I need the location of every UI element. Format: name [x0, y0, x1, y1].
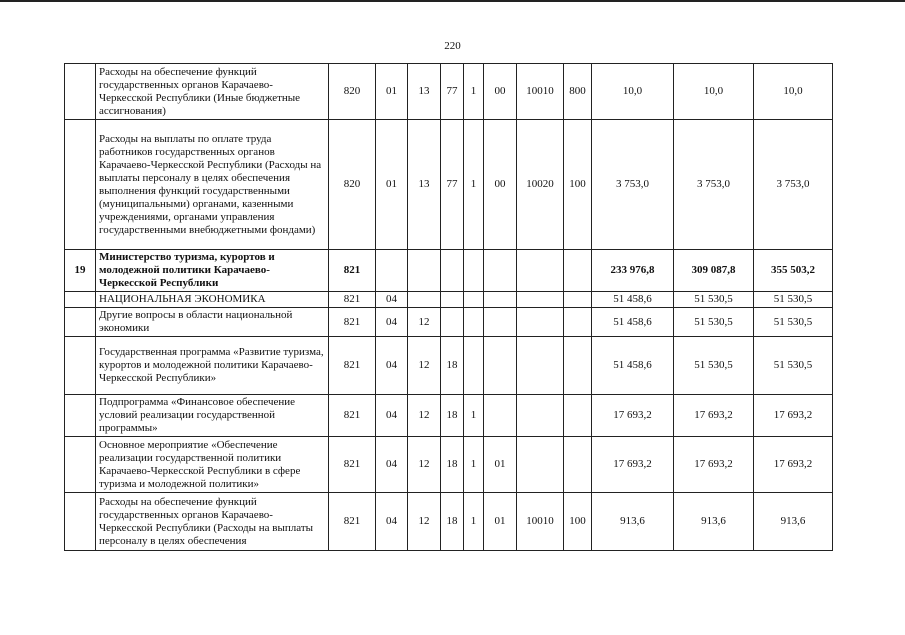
amount-year1-cell: 10,0	[592, 64, 674, 120]
item-name-cell: Министерство туризма, курортов и молодежной политики Карачаево-Черкесской Республики	[96, 250, 329, 292]
table-row	[65, 292, 833, 308]
activity-code-cell	[484, 395, 517, 437]
amount-year3-cell: 3 753,0	[754, 120, 833, 250]
item-name-cell: НАЦИОНАЛЬНАЯ ЭКОНОМИКА	[96, 292, 329, 308]
subprogram-code-cell: 1	[464, 437, 484, 493]
expense-type-code-cell	[564, 292, 592, 308]
activity-code-cell: 01	[484, 437, 517, 493]
subsection-code-cell: 13	[408, 120, 441, 250]
amount-year1-cell: 51 458,6	[592, 337, 674, 395]
expense-type-code-cell	[564, 395, 592, 437]
table-row	[65, 64, 833, 120]
expense-type-code-cell: 800	[564, 64, 592, 120]
amount-year3-cell: 51 530,5	[754, 292, 833, 308]
section-code-cell: 04	[376, 493, 408, 551]
activity-code-cell	[484, 308, 517, 337]
amount-year1-cell: 913,6	[592, 493, 674, 551]
row-number-cell	[65, 437, 96, 493]
department-code-cell: 820	[329, 120, 376, 250]
section-code-cell	[376, 250, 408, 292]
budget-table	[64, 63, 833, 551]
department-code-cell: 820	[329, 64, 376, 120]
row-number-cell	[65, 395, 96, 437]
activity-code-cell: 01	[484, 493, 517, 551]
subprogram-code-cell	[464, 292, 484, 308]
table-row	[65, 120, 833, 250]
department-code-cell: 821	[329, 308, 376, 337]
subprogram-code-cell: 1	[464, 120, 484, 250]
department-code-cell: 821	[329, 292, 376, 308]
expense-type-code-cell: 100	[564, 493, 592, 551]
subsection-code-cell: 12	[408, 308, 441, 337]
expense-type-code-cell: 100	[564, 120, 592, 250]
row-number-cell	[65, 337, 96, 395]
amount-year3-cell: 17 693,2	[754, 395, 833, 437]
section-code-cell: 01	[376, 64, 408, 120]
direction-code-cell: 10010	[517, 493, 564, 551]
subprogram-code-cell	[464, 250, 484, 292]
subsection-code-cell: 12	[408, 395, 441, 437]
amount-year2-cell: 51 530,5	[674, 308, 754, 337]
direction-code-cell	[517, 395, 564, 437]
table-body	[65, 64, 833, 551]
direction-code-cell	[517, 437, 564, 493]
direction-code-cell	[517, 337, 564, 395]
amount-year1-cell: 233 976,8	[592, 250, 674, 292]
program-code-cell	[441, 250, 464, 292]
department-code-cell: 821	[329, 437, 376, 493]
scan-top-edge	[0, 0, 905, 2]
amount-year3-cell: 913,6	[754, 493, 833, 551]
program-code-cell: 18	[441, 437, 464, 493]
amount-year2-cell: 17 693,2	[674, 437, 754, 493]
section-code-cell: 04	[376, 308, 408, 337]
section-code-cell: 04	[376, 395, 408, 437]
row-number-cell: 19	[65, 250, 96, 292]
subprogram-code-cell: 1	[464, 493, 484, 551]
table-row	[65, 395, 833, 437]
direction-code-cell	[517, 250, 564, 292]
table-row	[65, 250, 833, 292]
item-name-cell: Основное мероприятие «Обеспечение реализации государственной политики Карачаево-Черкесской Республики в сфере туризма и молодежной политики»	[96, 437, 329, 493]
activity-code-cell	[484, 250, 517, 292]
subsection-code-cell	[408, 292, 441, 308]
subsection-code-cell: 13	[408, 64, 441, 120]
row-number-cell	[65, 493, 96, 551]
page-number: 220	[444, 40, 461, 52]
amount-year2-cell: 51 530,5	[674, 337, 754, 395]
item-name-cell: Расходы на обеспечение функций государственных органов Карачаево-Черкесской Республики (Иные бюджетные ассигнования)	[96, 64, 329, 120]
amount-year3-cell: 17 693,2	[754, 437, 833, 493]
subprogram-code-cell	[464, 308, 484, 337]
subprogram-code-cell	[464, 337, 484, 395]
program-code-cell: 18	[441, 337, 464, 395]
amount-year1-cell: 51 458,6	[592, 292, 674, 308]
activity-code-cell	[484, 292, 517, 308]
direction-code-cell	[517, 292, 564, 308]
program-code-cell: 77	[441, 64, 464, 120]
subprogram-code-cell: 1	[464, 395, 484, 437]
program-code-cell	[441, 308, 464, 337]
row-number-cell	[65, 120, 96, 250]
department-code-cell: 821	[329, 250, 376, 292]
program-code-cell: 18	[441, 493, 464, 551]
amount-year3-cell: 51 530,5	[754, 337, 833, 395]
direction-code-cell	[517, 308, 564, 337]
expense-type-code-cell	[564, 308, 592, 337]
amount-year1-cell: 17 693,2	[592, 395, 674, 437]
table-row	[65, 308, 833, 337]
section-code-cell: 04	[376, 337, 408, 395]
amount-year3-cell: 355 503,2	[754, 250, 833, 292]
section-code-cell: 04	[376, 437, 408, 493]
section-code-cell: 01	[376, 120, 408, 250]
activity-code-cell: 00	[484, 120, 517, 250]
amount-year2-cell: 913,6	[674, 493, 754, 551]
amount-year1-cell: 3 753,0	[592, 120, 674, 250]
amount-year2-cell: 51 530,5	[674, 292, 754, 308]
department-code-cell: 821	[329, 395, 376, 437]
program-code-cell: 77	[441, 120, 464, 250]
amount-year1-cell: 17 693,2	[592, 437, 674, 493]
activity-code-cell	[484, 337, 517, 395]
subsection-code-cell: 12	[408, 337, 441, 395]
program-code-cell	[441, 292, 464, 308]
section-code-cell: 04	[376, 292, 408, 308]
program-code-cell: 18	[441, 395, 464, 437]
expense-type-code-cell	[564, 437, 592, 493]
subsection-code-cell	[408, 250, 441, 292]
item-name-cell: Расходы на обеспечение функций государственных органов Карачаево-Черкесской Республики (Расходы на выплаты персоналу в целях обеспечения	[96, 493, 329, 551]
expense-type-code-cell	[564, 337, 592, 395]
amount-year2-cell: 3 753,0	[674, 120, 754, 250]
item-name-cell: Другие вопросы в области национальной экономики	[96, 308, 329, 337]
expense-type-code-cell	[564, 250, 592, 292]
row-number-cell	[65, 308, 96, 337]
direction-code-cell: 10020	[517, 120, 564, 250]
table-row	[65, 493, 833, 551]
subsection-code-cell: 12	[408, 437, 441, 493]
item-name-cell: Подпрограмма «Финансовое обеспечение условий реализации государственной программы»	[96, 395, 329, 437]
direction-code-cell: 10010	[517, 64, 564, 120]
department-code-cell: 821	[329, 493, 376, 551]
item-name-cell: Государственная программа «Развитие туризма, курортов и молодежной политики Карачаево-Черкесской Республики»	[96, 337, 329, 395]
amount-year3-cell: 51 530,5	[754, 308, 833, 337]
subprogram-code-cell: 1	[464, 64, 484, 120]
table-row	[65, 337, 833, 395]
amount-year2-cell: 10,0	[674, 64, 754, 120]
item-name-cell: Расходы на выплаты по оплате труда работников государственных органов Карачаево-Черкесской Республики (Расходы на выплаты персоналу в целях обеспечения выполнения функций государственными (муниципальными) органами, казенными учреждениями, органами управления государственными внебюджетными фондами)	[96, 120, 329, 250]
department-code-cell: 821	[329, 337, 376, 395]
subsection-code-cell: 12	[408, 493, 441, 551]
table-row	[65, 437, 833, 493]
row-number-cell	[65, 64, 96, 120]
amount-year2-cell: 309 087,8	[674, 250, 754, 292]
amount-year3-cell: 10,0	[754, 64, 833, 120]
row-number-cell	[65, 292, 96, 308]
activity-code-cell: 00	[484, 64, 517, 120]
amount-year1-cell: 51 458,6	[592, 308, 674, 337]
amount-year2-cell: 17 693,2	[674, 395, 754, 437]
